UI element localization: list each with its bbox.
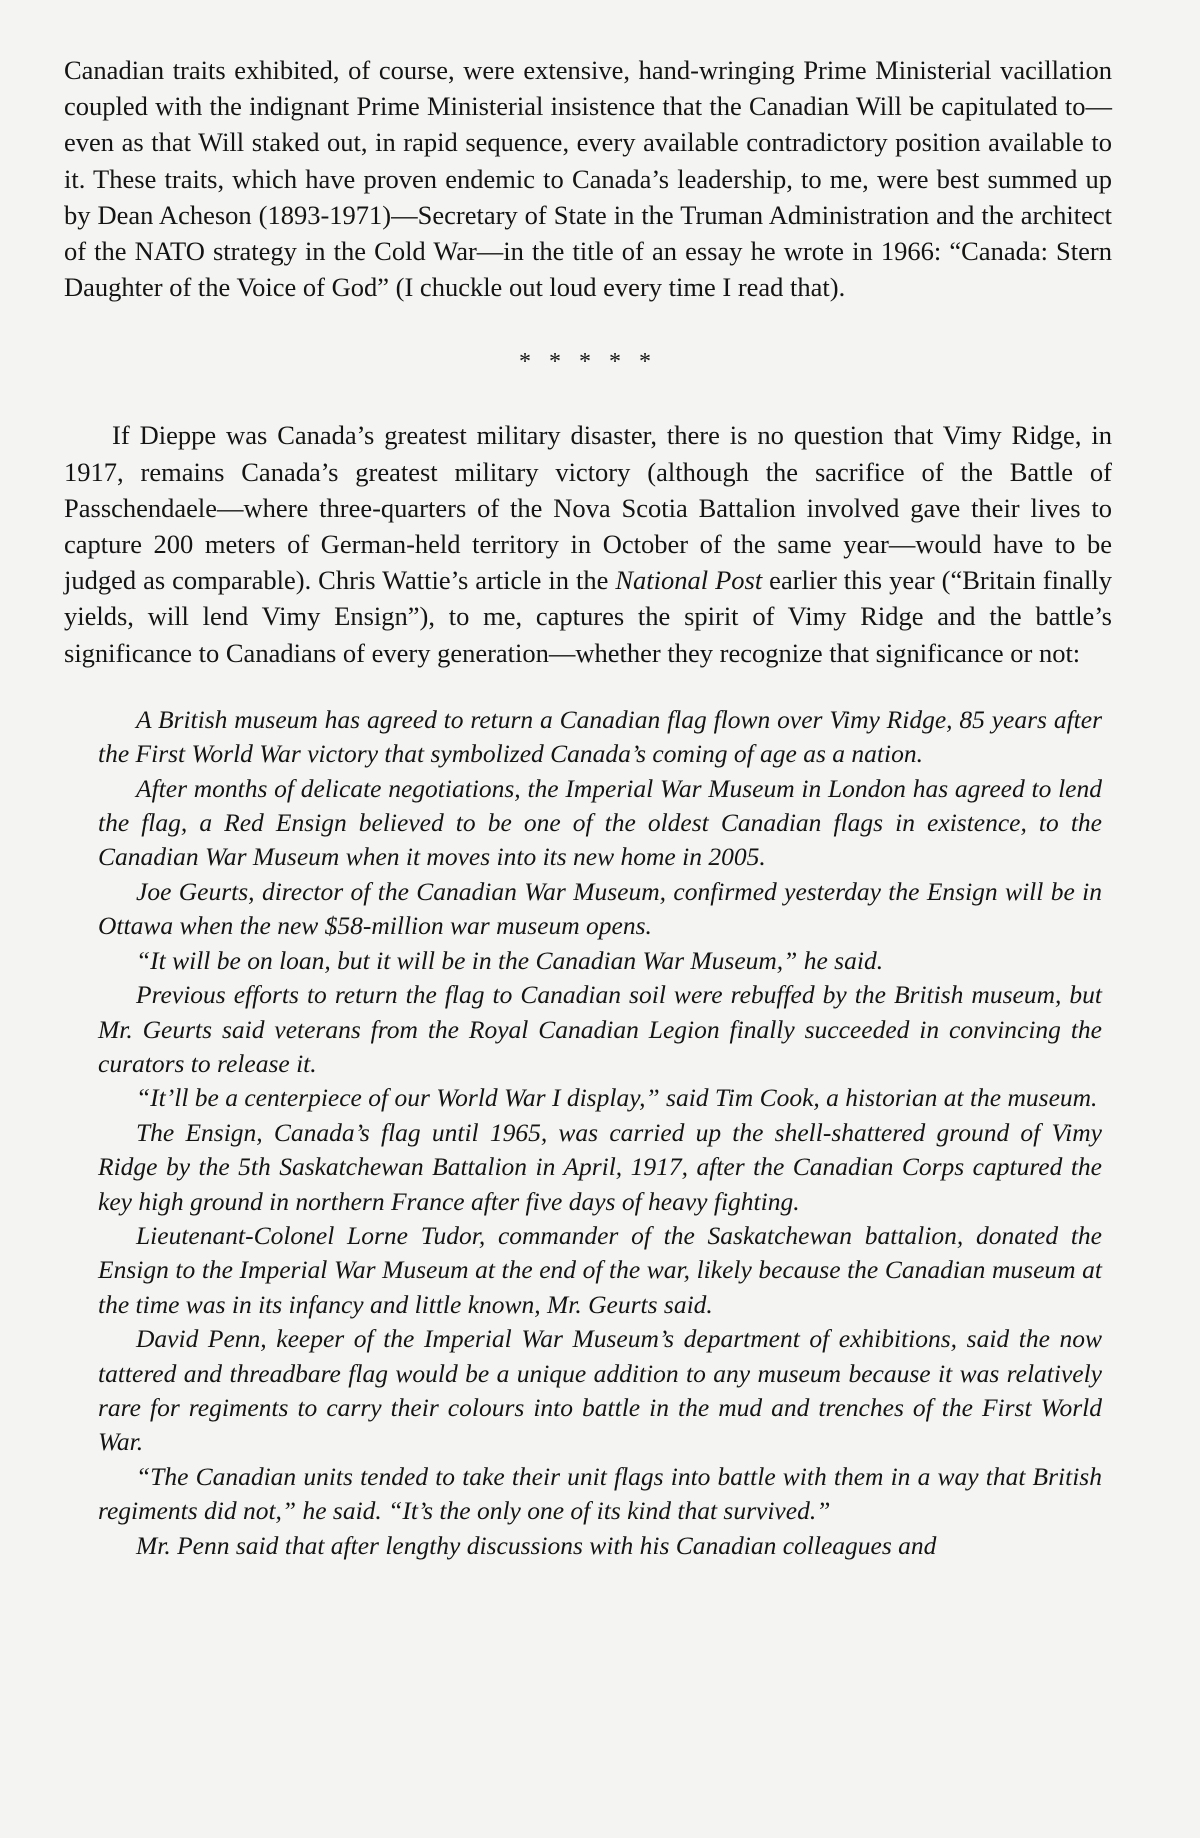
quote-paragraph: Lieutenant-Colonel Lorne Tudor, commander of the Saskatchewan battalion, donated the Ensign to the Imperial War Museum at the end of the war, likely because the Canadian museum at the time was in its infancy and little known, Mr. Geurts said.	[98, 1220, 1102, 1319]
quote-paragraph: A British museum has agreed to return a Canadian flag flown over Vimy Ridge, 85 years after the First World War victory that symbolized Canada’s coming of age as a nation.	[98, 704, 1102, 769]
quote-paragraph: Mr. Penn said that after lengthy discussions with his Canadian colleagues and	[136, 1530, 937, 1560]
vimy-paragraph-text-after: earlier this year (“Britain finally yields, will lend Vimy Ensign”), to me, captures the spirit of Vimy Ridge and the battle’s significance to Canadians of every generation—whether they recognize that significance or not:	[64, 565, 1112, 668]
block-quote	[98, 703, 1102, 1563]
quote-paragraph: The Ensign, Canada’s flag until 1965, was carried up the shell-shattered ground of Vimy Ridge by the 5th Saskatchewan Battalion in April, 1917, after the Canadian Corps captured the key high ground in northern France after five days of heavy fighting.	[98, 1117, 1102, 1216]
quote-paragraph: Joe Geurts, director of the Canadian War Museum, confirmed yesterday the Ensign will be in Ottawa when the new $58-million war museum opens.	[98, 876, 1102, 941]
vimy-paragraph-text-before: If Dieppe was Canada’s greatest military disaster, there is no question that Vimy Ridge, in 1917, remains Canada’s greatest military victory (although the sacrifice of the Battle of Passchendaele—where three-quarters of the Nova Scotia Battalion involved gave their lives to capture 200 meters of German-held territory in October of the same year—would have to be judged as comparable). Chris Wattie’s article in the	[64, 420, 1112, 596]
vimy-paragraph	[64, 417, 1112, 670]
quote-paragraph: David Penn, keeper of the Imperial War Museum’s department of exhibitions, said the now tattered and threadbare flag would be a unique addition to any museum because it was relatively rare for regiments to carry their colours into battle in the mud and trenches of the First World War.	[98, 1324, 1102, 1457]
publication-name: National Post	[615, 565, 763, 596]
quote-paragraph: “It’ll be a centerpiece of our World War I display,” said Tim Cook, a historian at the museum.	[136, 1083, 1098, 1113]
quote-paragraph: After months of delicate negotiations, the Imperial War Museum in London has agreed to lend the flag, a Red Ensign believed to be one of the oldest Canadian flags in existence, to the Canadian War Museum when it moves into its new home in 2005.	[98, 773, 1102, 872]
quote-paragraph: “The Canadian units tended to take their unit flags into battle with them in a way that British regiments did not,” he said. “It’s the only one of its kind that survived.”	[98, 1461, 1102, 1526]
intro-paragraph: Canadian traits exhibited, of course, were extensive, hand-wringing Prime Ministerial vacillation coupled with the indignant Prime Ministerial insistence that the Canadian Will be capitulated to—even as that Will staked out, in rapid sequence, every available contradictory position available to it. These traits, which have proven endemic to Canada’s leadership, to me, were best summed up by Dean Acheson (1893-1971)—Secretary of State in the Truman Administration and the architect of the NATO strategy in the Cold War—in the title of an essay he wrote in 1966: “Canada: Stern Daughter of the Voice of God” (I chuckle out loud every time I read that).	[64, 55, 1112, 303]
quote-paragraph: Previous efforts to return the flag to Canadian soil were rebuffed by the British museum, but Mr. Geurts said veterans from the Royal Canadian Legion finally succeeded in convincing the curators to release it.	[98, 980, 1102, 1078]
document-page	[64, 52, 1112, 1563]
section-separator: * * * * *	[519, 349, 657, 376]
quote-paragraph: “It will be on loan, but it will be in the Canadian War Museum,” he said.	[136, 945, 884, 975]
